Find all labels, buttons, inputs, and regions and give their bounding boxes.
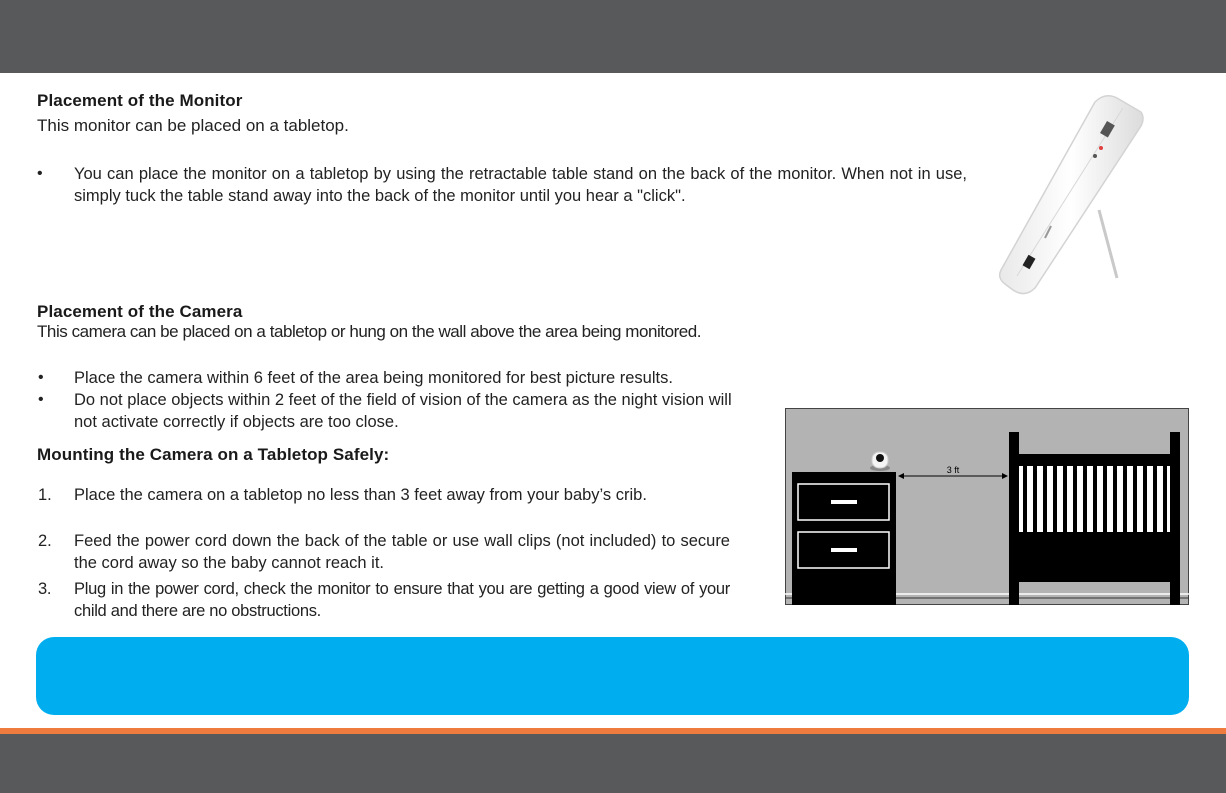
bullet-icon: • [38,391,44,408]
camera-bullet [38,389,734,433]
monitor-bullet [37,163,967,207]
crib-slat [1123,466,1127,532]
monitor-with-stand-photo [995,90,1165,295]
distance-label: 3 ft [946,465,960,475]
monitor-bullet-text: You can place the monitor on a tabletop by using the retractable table stand on the back of the monitor. When not in use, simply tuck the table stand away into the back of the monitor until you hear a "click". [74,165,967,205]
bullet-icon: • [37,165,43,182]
crib-slats [1019,466,1170,532]
tabletop-mounting-heading: Mounting the Camera on a Tabletop Safely: [37,445,390,464]
crib-slat [1133,466,1137,532]
crib-slat [1083,466,1087,532]
page-header-bar [0,0,1226,73]
tabletop-step [38,530,730,574]
crib-slat [1033,466,1037,532]
monitor-body [1000,96,1143,294]
tabletop-step [38,578,730,622]
camera-bullet-text: Place the camera within 6 feet of the area being monitored for best picture results. [74,369,673,387]
crib-slat [1043,466,1047,532]
crib-slat [1113,466,1117,532]
crib-slat [1073,466,1077,532]
crib-slat [1143,466,1147,532]
crib-slat [1023,466,1027,532]
step-number: 1. [38,486,52,504]
crib-slat [1103,466,1107,532]
led-icon [1099,146,1103,150]
crib-slat [1093,466,1097,532]
step-number: 3. [38,580,52,598]
camera-crib-distance-illustration [785,408,1189,605]
tip-callout-box [36,637,1189,715]
crib-slat [1053,466,1057,532]
crib-slat [1063,466,1067,532]
step-text: Feed the power cord down the back of the table or use wall clips (not included) to secure the cord away so the baby cannot reach it. [74,532,730,572]
crib-slat [1153,466,1157,532]
crib-mattress [1009,532,1180,582]
bullet-icon: • [38,369,44,386]
step-text: Place the camera on a tabletop no less than 3 feet away from your baby’s crib. [74,486,647,504]
camera-placement-heading: Placement of the Camera [37,302,243,321]
camera-bullet-text: Do not place objects within 2 feet of the field of vision of the camera as the night vision will not activate correctly if objects are too close. [74,391,732,431]
crib-slat [1163,466,1167,532]
step-number: 2. [38,532,52,550]
camera-placement-intro: This camera can be placed on a tabletop or hung on the wall above the area being monitored. [37,322,702,341]
step-text: Plug in the power cord, check the monitor to ensure that you are getting a good view of your child and there are no obstructions. [74,580,730,620]
camera-bullet [38,367,874,389]
monitor-placement-heading: Placement of the Monitor [37,91,243,110]
monitor-placement-intro: This monitor can be placed on a tabletop. [37,116,349,135]
table-stand-leg [1099,210,1117,278]
page-footer-bar [0,734,1226,793]
tabletop-step [38,484,730,506]
crib-top-rail [1009,454,1180,466]
